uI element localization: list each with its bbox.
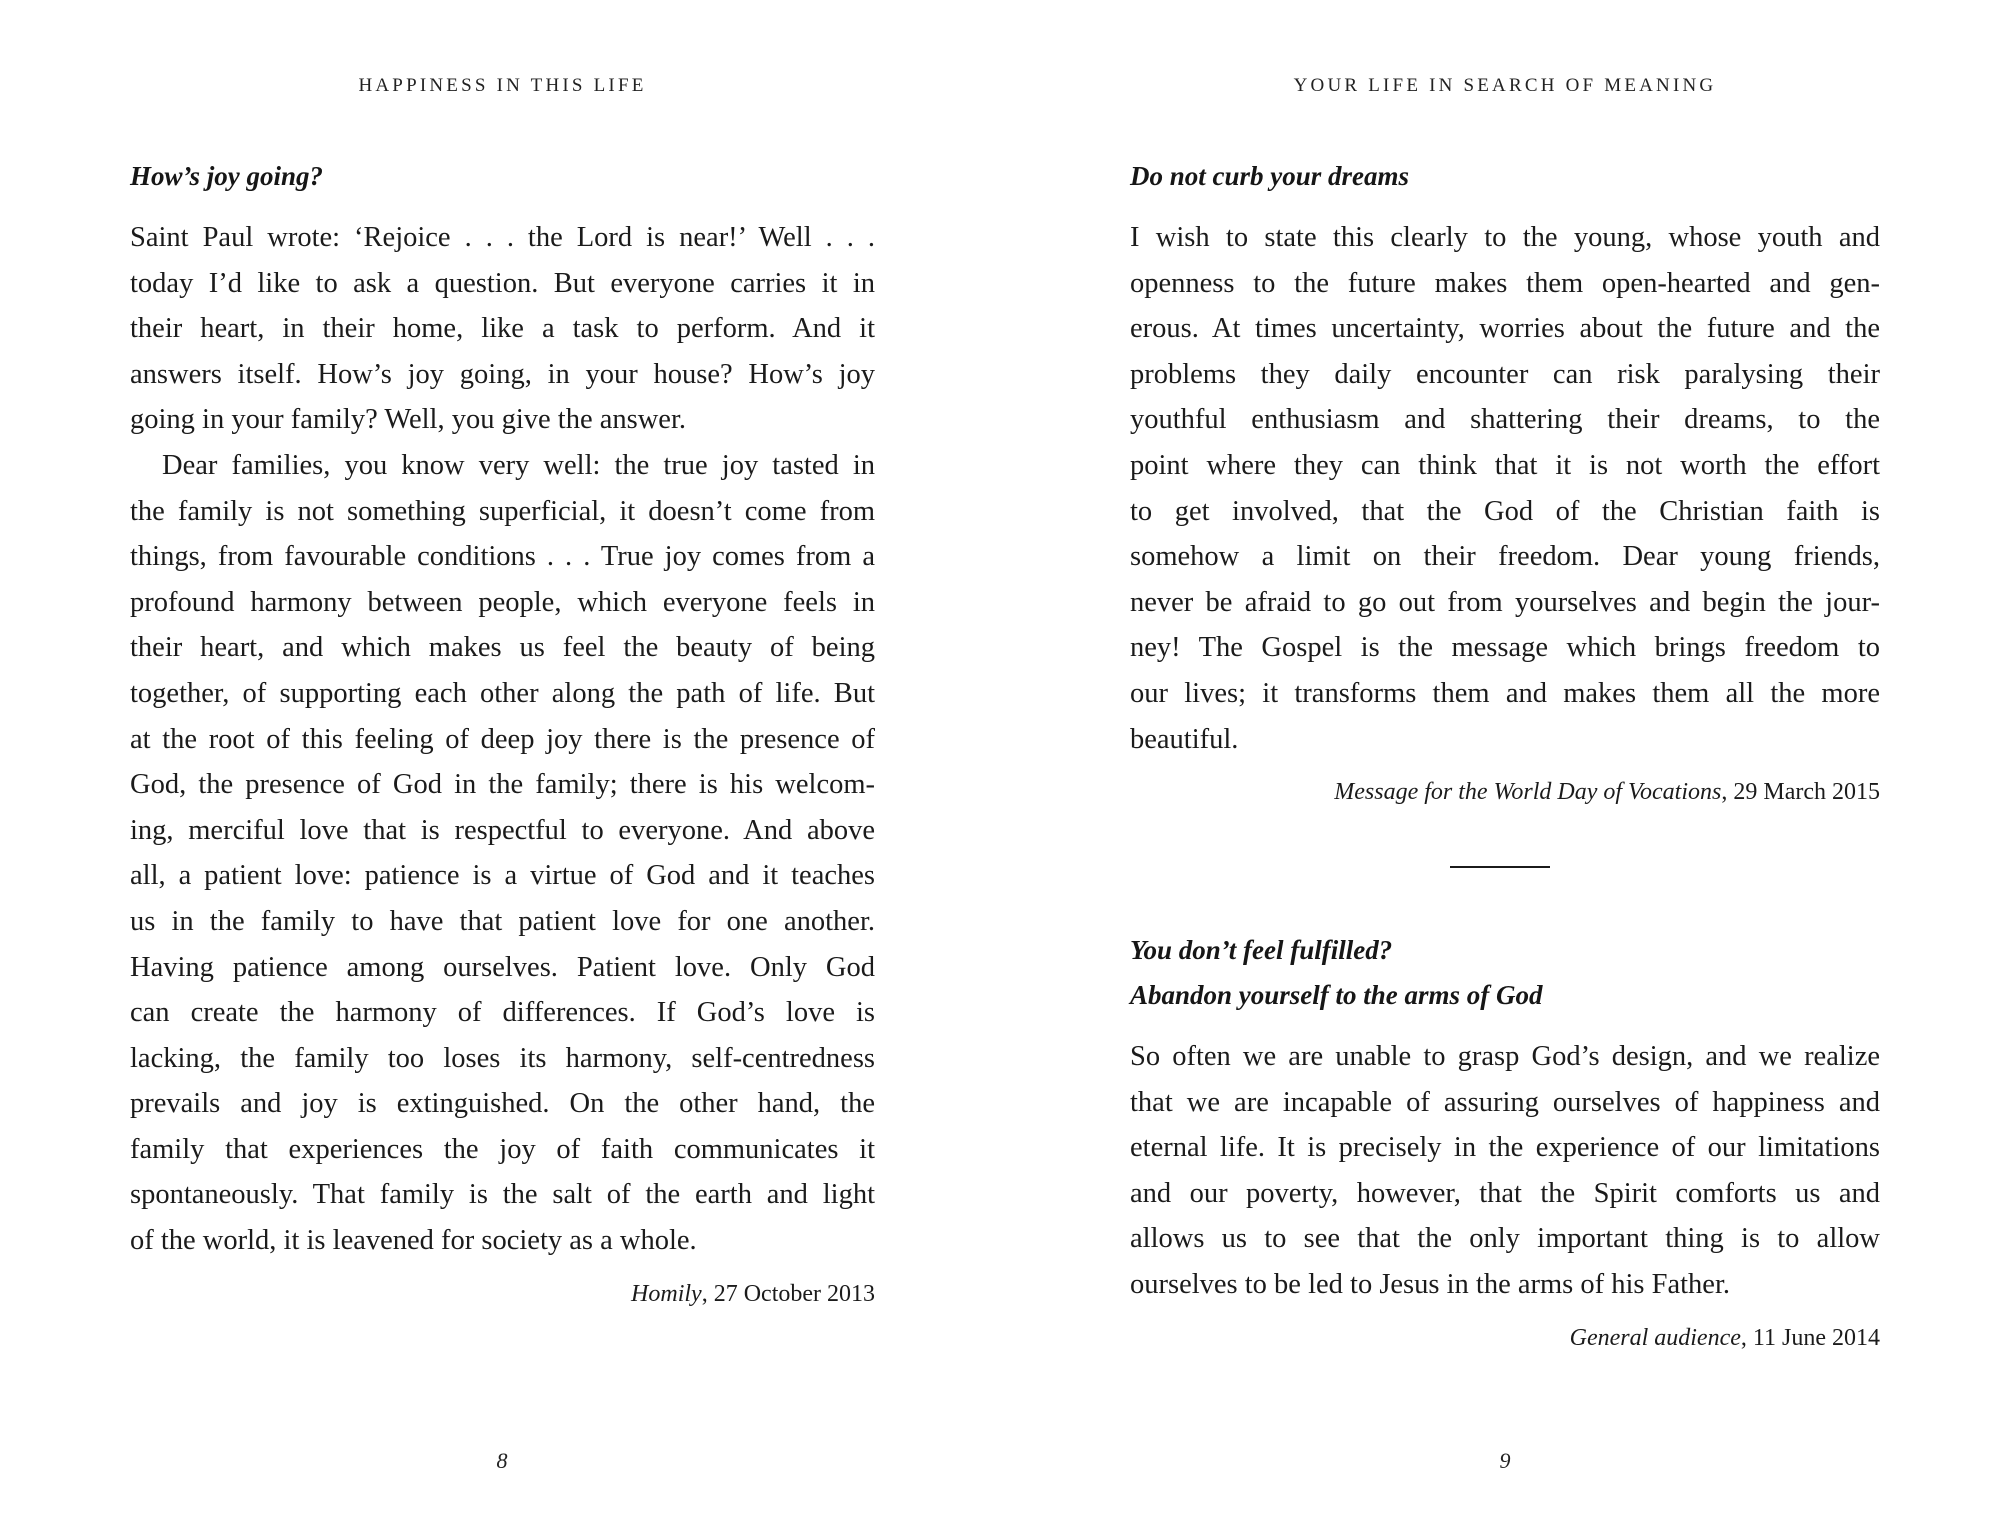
text-line: today I’d like to ask a question. But everyone carries it in <box>130 267 875 299</box>
text-line: Dear families, you know very well: the true joy tasted in <box>162 449 875 481</box>
left-page <box>130 0 875 1532</box>
text-line: Having patience among ourselves. Patient love. Only God <box>130 951 875 983</box>
text-line: family that experiences the joy of faith communicates it <box>130 1133 875 1165</box>
text-line: erous. At times uncertainty, worries about the future and the <box>1130 313 1880 345</box>
text-line: things, from favourable conditions . . . True joy comes from a <box>130 541 875 573</box>
page-number-right: 9 <box>1499 1448 1511 1473</box>
section-title-line: How’s joy going? <box>130 161 324 191</box>
text-line: beautiful. <box>1130 723 1239 755</box>
text-line: ing, merciful love that is respectful to everyone. And above <box>130 814 875 846</box>
section-you-dont-feel-fulfilled <box>1130 928 1880 1358</box>
attribution <box>1130 1318 1880 1358</box>
attribution-date: , 29 March 2015 <box>1721 779 1880 806</box>
text-line: to get involved, that the God of the Christian faith is <box>1130 495 1880 527</box>
text-line: somehow a limit on their freedom. Dear young friends, <box>1130 541 1880 573</box>
right-page <box>1130 0 1880 1532</box>
section-do-not-curb-your-dreams <box>1130 154 1880 812</box>
attribution <box>130 1274 875 1314</box>
running-head-right: YOUR LIFE IN SEARCH OF MEANING <box>1293 75 1717 96</box>
text-line: our lives; it transforms them and makes them all the more <box>1130 677 1880 709</box>
text-line: Saint Paul wrote: ‘Rejoice . . . the Lord is near!’ Well . . . <box>130 222 875 253</box>
section-title-line: Do not curb your dreams <box>1130 161 1410 191</box>
text-line: point where they can think that it is not worth the effort <box>1130 449 1880 481</box>
text-line: all, a patient love: patience is a virtue of God and it teaches <box>130 860 875 892</box>
section-title-line: Abandon yourself to the arms of God <box>1130 980 1543 1010</box>
text-line: of the world, it is leavened for society as a whole. <box>130 1225 697 1257</box>
paragraph <box>130 215 875 443</box>
text-line: us in the family to have that patient love for one another. <box>130 905 875 937</box>
attribution-date: , 11 June 2014 <box>1740 1324 1880 1351</box>
running-head-left: HAPPINESS IN THIS LIFE <box>358 75 647 96</box>
text-line: spontaneously. That family is the salt of the earth and light <box>130 1179 875 1211</box>
paragraph <box>1130 215 1880 762</box>
text-line: God, the presence of God in the family; there is his welcom- <box>130 769 875 801</box>
section-title-line: You don’t feel fulfilled? <box>1130 935 1393 965</box>
text-line: profound harmony between people, which everyone feels in <box>130 586 875 618</box>
attribution <box>1130 772 1880 812</box>
section-body <box>1130 215 1880 762</box>
attribution-source: General audience <box>1569 1324 1741 1351</box>
text-line: allows us to see that the only important thing is to allow <box>1130 1223 1880 1255</box>
text-line: can create the harmony of differences. If God’s love is <box>130 997 875 1029</box>
text-line: never be afraid to go out from yourselves and begin the jour- <box>1130 586 1880 618</box>
text-line: problems they daily encounter can risk paralysing their <box>1130 358 1880 390</box>
paragraph <box>130 443 875 1264</box>
text-line: together, of supporting each other along the path of life. But <box>130 677 875 709</box>
page-number-left: 8 <box>496 1448 508 1473</box>
text-line: openness to the future makes them open-hearted and gen- <box>1130 267 1880 299</box>
text-line: the family is not something superficial, it doesn’t come from <box>130 495 875 527</box>
section-body <box>1130 1034 1880 1308</box>
section-hows-joy-going <box>130 154 875 1314</box>
attribution-date: , 27 October 2013 <box>701 1280 875 1307</box>
section-title <box>130 154 875 199</box>
text-line: going in your family? Well, you give the answer. <box>130 404 686 436</box>
paragraph <box>1130 1034 1880 1308</box>
text-line: ourselves to be led to Jesus in the arms of his Father. <box>1130 1268 1730 1300</box>
attribution-source: Message for the World Day of Vocations <box>1334 779 1722 806</box>
text-line: their heart, and which makes us feel the beauty of being <box>130 632 875 664</box>
section-title <box>1130 154 1880 199</box>
text-line: their heart, in their home, like a task to perform. And it <box>130 313 875 345</box>
text-line: and our poverty, however, that the Spirit comforts us and <box>1130 1177 1880 1209</box>
attribution-source: Homily <box>631 1280 702 1307</box>
section-divider-rule <box>1450 866 1550 868</box>
text-line: So often we are unable to grasp God’s design, and we realize <box>1130 1041 1880 1072</box>
text-line: I wish to state this clearly to the young, whose youth and <box>1130 222 1880 253</box>
text-line: lacking, the family too loses its harmony, self-centredness <box>130 1042 875 1074</box>
section-title <box>1130 928 1880 1018</box>
text-line: answers itself. How’s joy going, in your house? How’s joy <box>130 358 875 390</box>
text-line: youthful enthusiasm and shattering their dreams, to the <box>1130 404 1880 436</box>
text-line: ney! The Gospel is the message which brings freedom to <box>1130 632 1880 664</box>
section-body <box>130 215 875 1264</box>
text-line: eternal life. It is precisely in the experience of our limitations <box>1130 1132 1880 1164</box>
text-line: that we are incapable of assuring ourselves of happiness and <box>1130 1086 1880 1118</box>
text-line: prevails and joy is extinguished. On the other hand, the <box>130 1088 875 1120</box>
text-line: at the root of this feeling of deep joy there is the presence of <box>130 723 875 755</box>
